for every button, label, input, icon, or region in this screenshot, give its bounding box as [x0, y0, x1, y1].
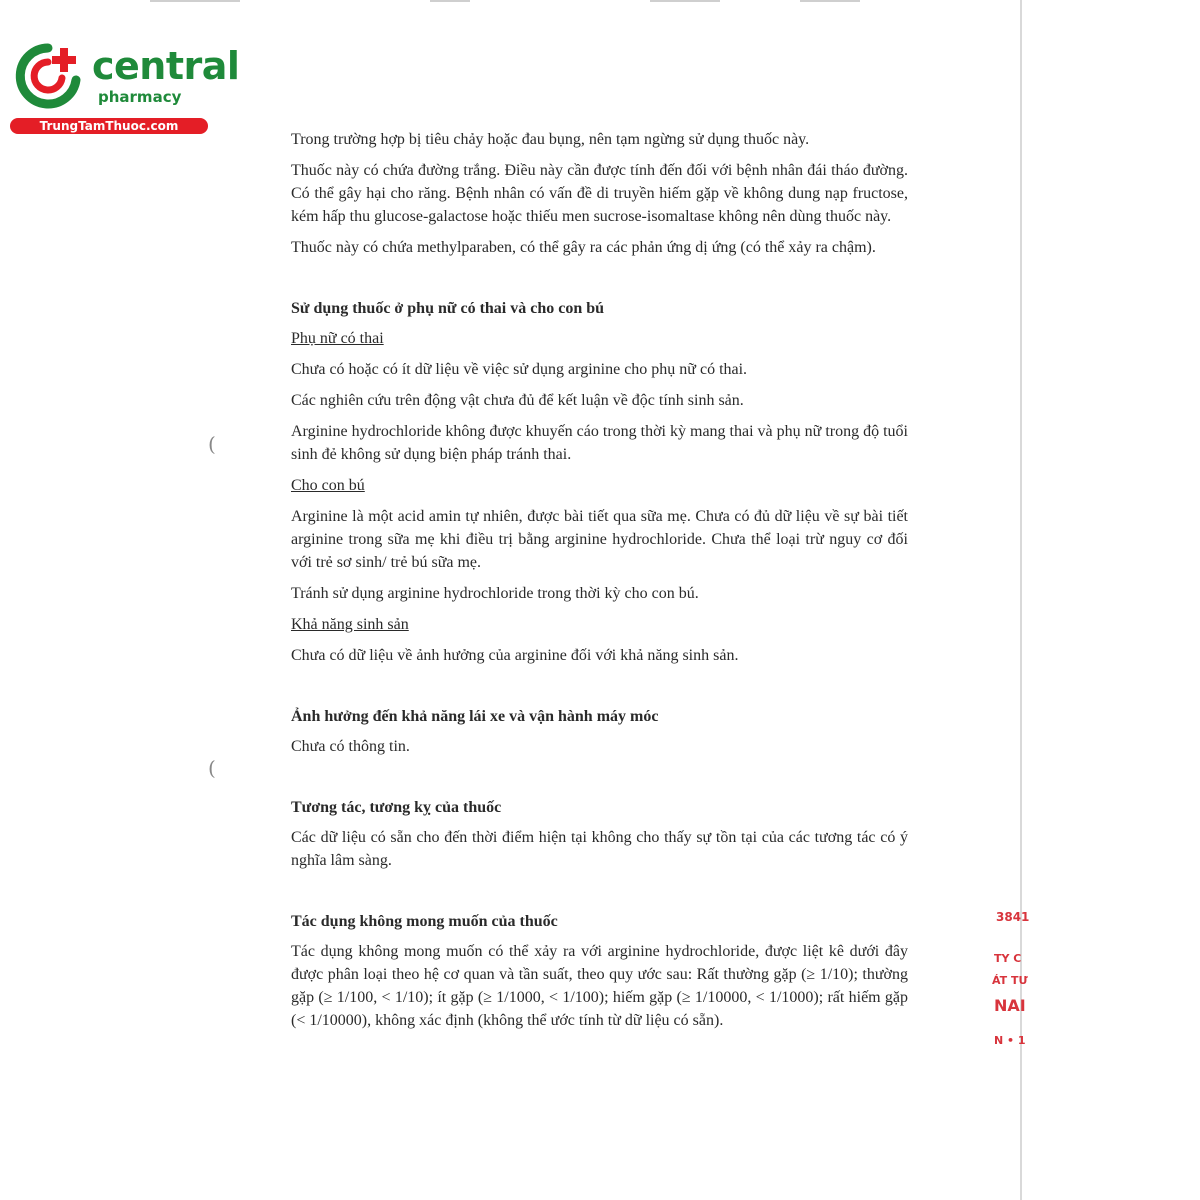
- scan-top-marks: [0, 0, 1200, 4]
- document-body: [291, 128, 908, 1040]
- logo-brand-sub: pharmacy: [98, 88, 182, 106]
- logo-website-link[interactable]: TrungTamThuoc.com: [10, 118, 208, 134]
- stamp-text: ÁT TƯ: [992, 974, 1028, 987]
- stamp-text: NAI: [994, 996, 1026, 1015]
- section-heading-pregnancy: Sử dụng thuốc ở phụ nữ có thai và cho con bú: [291, 300, 605, 317]
- subheading-fertility: Khả năng sinh sản: [291, 616, 409, 633]
- intro-paragraph: Trong trường hợp bị tiêu chảy hoặc đau bụng, nên tạm ngừng sử dụng thuốc này.: [291, 131, 810, 148]
- breastfeeding-paragraph: Arginine là một acid amin tự nhiên, được bài tiết qua sữa mẹ. Chưa có đủ dữ liệu về sự bài tiết arginine trong sữa mẹ khi điều trị bằng arginine hydrochloride. Chưa thể loại trừ nguy cơ đối với trẻ sơ sinh/ trẻ bú sữa mẹ.: [291, 508, 908, 571]
- section-heading-interactions: Tương tác, tương kỵ của thuốc: [291, 799, 502, 816]
- pregnancy-paragraph: Arginine hydrochloride không được khuyến cáo trong thời kỳ mang thai và phụ nữ trong độ tuổi sinh đẻ không sử dụng biện pháp tránh thai.: [291, 423, 908, 463]
- stamp-text: TY C: [994, 952, 1022, 965]
- fertility-paragraph: Chưa có dữ liệu về ảnh hưởng của arginine đối với khả năng sinh sản.: [291, 647, 739, 664]
- pregnancy-paragraph: Các nghiên cứu trên động vật chưa đủ để kết luận về độc tính sinh sản.: [291, 392, 744, 409]
- scan-margin-mark: (: [208, 756, 216, 780]
- subheading-breastfeeding: Cho con bú: [291, 477, 365, 494]
- interactions-paragraph: Các dữ liệu có sẵn cho đến thời điểm hiện tại không cho thấy sự tồn tại của các tương tác có ý nghĩa lâm sàng.: [291, 829, 908, 869]
- logo-brand-name: central: [92, 44, 240, 88]
- subheading-pregnant: Phụ nữ có thai: [291, 330, 384, 347]
- pharmacy-cross-icon: [12, 40, 84, 112]
- pregnancy-paragraph: Chưa có hoặc có ít dữ liệu về việc sử dụng arginine cho phụ nữ có thai.: [291, 361, 748, 378]
- driving-paragraph: Chưa có thông tin.: [291, 738, 410, 755]
- section-heading-driving: Ảnh hưởng đến khả năng lái xe và vận hành máy móc: [291, 708, 659, 725]
- official-stamp: [990, 906, 1030, 1066]
- stamp-text: 3841: [996, 910, 1030, 924]
- section-heading-adverse-effects: Tác dụng không mong muốn của thuốc: [291, 913, 558, 930]
- scan-margin-mark: (: [208, 432, 216, 456]
- intro-paragraph: Thuốc này có chứa đường trắng. Điều này cần được tính đến đối với bệnh nhân đái tháo đường. Có thể gây hại cho răng. Bệnh nhân có vấn đề di truyền hiếm gặp về không dung nạp fructose, kém hấp thu glucose-galactose hoặc thiếu men sucrose-isomaltase không nên dùng thuốc này.: [291, 162, 908, 225]
- stamp-text: N • 1: [994, 1034, 1026, 1047]
- central-pharmacy-logo[interactable]: [10, 38, 240, 138]
- breastfeeding-paragraph: Tránh sử dụng arginine hydrochloride trong thời kỳ cho con bú.: [291, 585, 699, 602]
- adverse-effects-paragraph: Tác dụng không mong muốn có thể xảy ra với arginine hydrochloride, được liệt kê dưới đây được phân loại theo hệ cơ quan và tần suất, theo quy ước sau: Rất thường gặp (≥ 1/10); thường gặp (≥ 1/100, < 1/10); ít gặp (≥ 1/1000, < 1/100); hiếm gặp (≥ 1/10000, < 1/1000); rất hiếm gặp (< 1/10000), không xác định (không thể ước tính từ dữ liệu có sẵn).: [291, 943, 908, 1029]
- intro-paragraph: Thuốc này có chứa methylparaben, có thể gây ra các phản ứng dị ứng (có thể xảy ra chậm).: [291, 239, 876, 256]
